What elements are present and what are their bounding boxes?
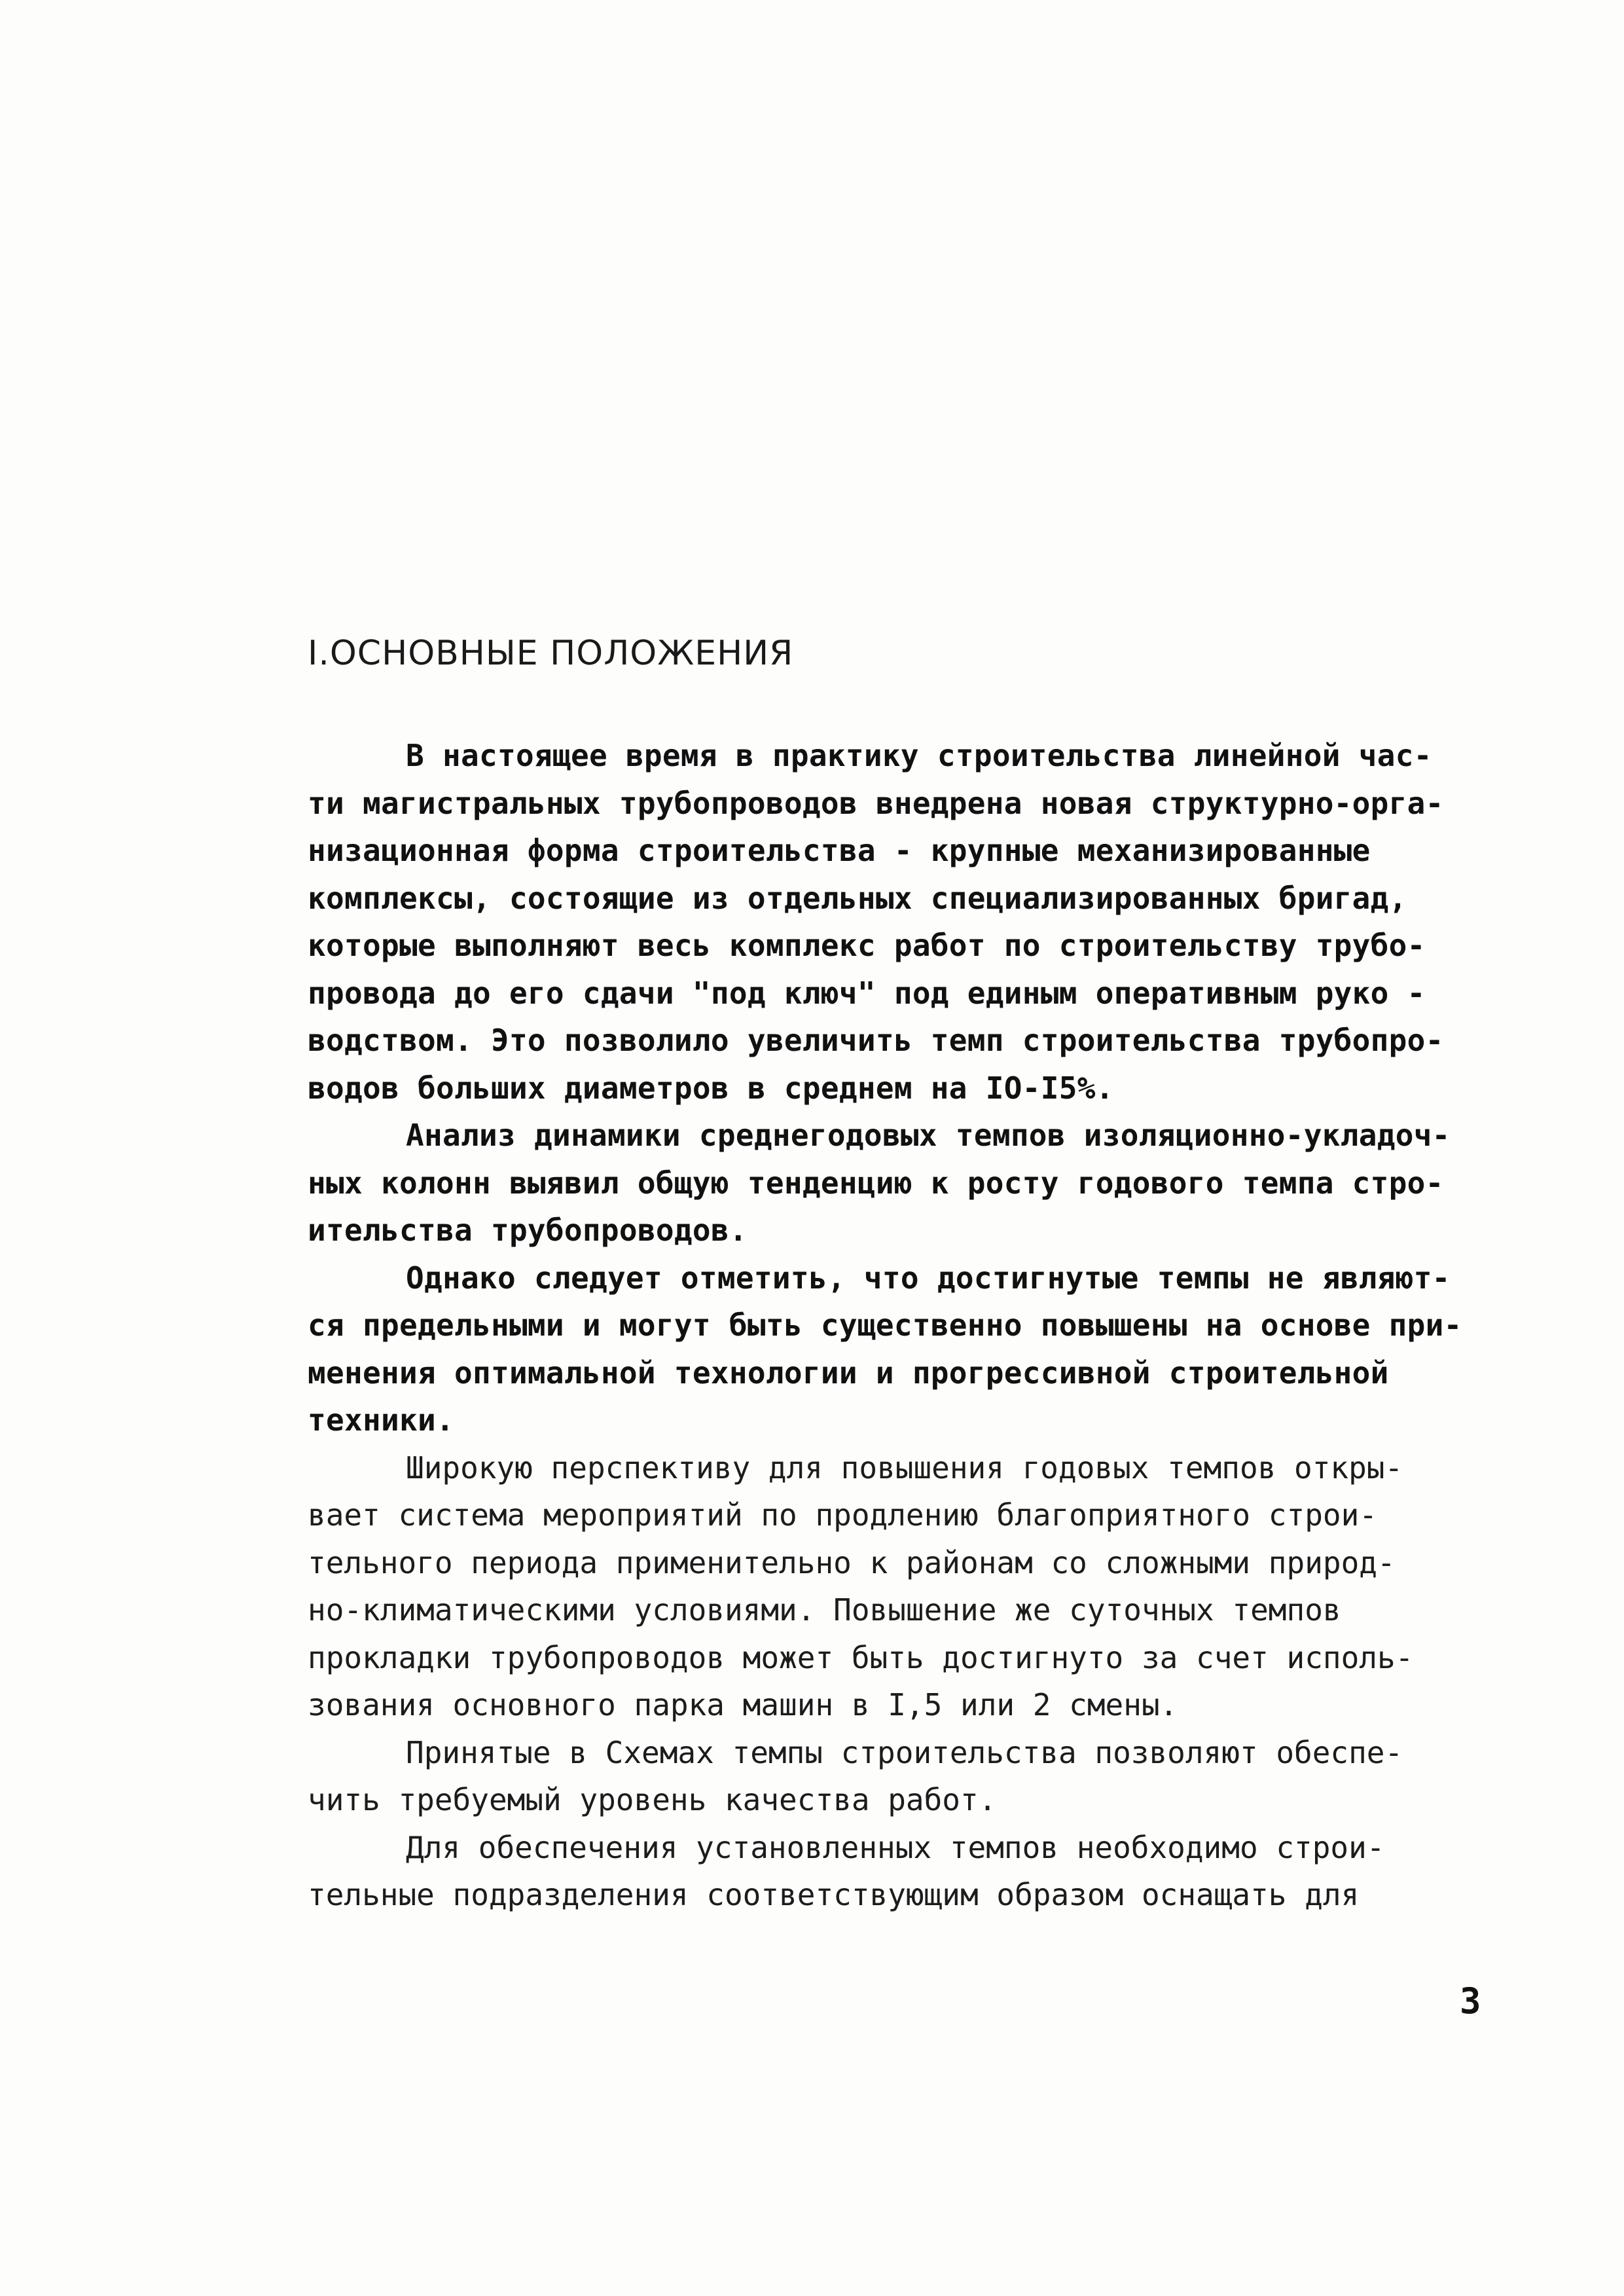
text-line: комплексы, состоящие из отдельных специализированных бригад, [308, 880, 1407, 916]
text-line: тельные подразделения соответствующим образом оснащать для [308, 1877, 1360, 1912]
section-heading: I.ОСНОВНЫЕ ПОЛОЖЕНИЯ [308, 634, 794, 673]
text-line: Однако следует отметить, что достигнутые темпы не являют- [406, 1260, 1451, 1296]
text-line: зования основного парка машин в I,5 или 2 смены. [308, 1687, 1178, 1722]
text-line: менения оптимальной технологии и прогрессивной строительной [308, 1355, 1389, 1391]
text-line: Анализ динамики среднегодовых темпов изоляционно-укладоч- [406, 1118, 1451, 1153]
text-line: В настоящее время в практику строительства линейной час- [406, 738, 1432, 773]
text-line: провода до его сдачи "под ключ" под единым оперативным руко - [308, 975, 1426, 1011]
text-line: ти магистральных трубопроводов внедрена новая структурно-орга- [308, 785, 1444, 821]
paragraph [308, 1444, 1551, 1729]
paragraph [308, 732, 1551, 1112]
text-line: техники. [308, 1402, 454, 1438]
paragraph [308, 1729, 1551, 1824]
text-line: тельного периода применительно к районам со сложными природ- [308, 1544, 1396, 1580]
text-line: вает система мероприятий по продлению благоприятного строи- [308, 1497, 1377, 1533]
text-line: которые выполняют весь комплекс работ по строительству трубо- [308, 928, 1426, 963]
body-text [308, 732, 1551, 1919]
paragraph [308, 1254, 1551, 1444]
page-number: 3 [1460, 1980, 1481, 2022]
text-line: ся предельными и могут быть существенно повышены на основе при- [308, 1307, 1462, 1343]
paragraph [308, 1824, 1551, 1919]
text-line: Для обеспечения установленных темпов необходимо строи- [406, 1829, 1385, 1865]
text-line: низационная форма строительства - крупные механизированные [308, 833, 1371, 868]
text-line: Принятые в Схемах темпы строительства позволяют обеспе- [406, 1734, 1403, 1770]
text-line: водов больших диаметров в среднем на IO-I5%. [308, 1070, 1114, 1106]
text-line: ных колонн выявил общую тенденцию к росту годового темпа стро- [308, 1165, 1444, 1201]
text-line: водством. Это позволило увеличить темп строительства трубопро- [308, 1023, 1444, 1058]
text-line: прокладки трубопроводов может быть достигнуто за счет исполь- [308, 1639, 1414, 1675]
paragraph [308, 1112, 1551, 1254]
text-line: Широкую перспективу для повышения годовых темпов откры- [406, 1449, 1403, 1485]
text-line: ительства трубопроводов. [308, 1212, 748, 1248]
text-line: но-климатическими условиями. Повышение же суточных темпов [308, 1592, 1341, 1628]
text-line: чить требуемый уровень качества работ. [308, 1782, 997, 1817]
